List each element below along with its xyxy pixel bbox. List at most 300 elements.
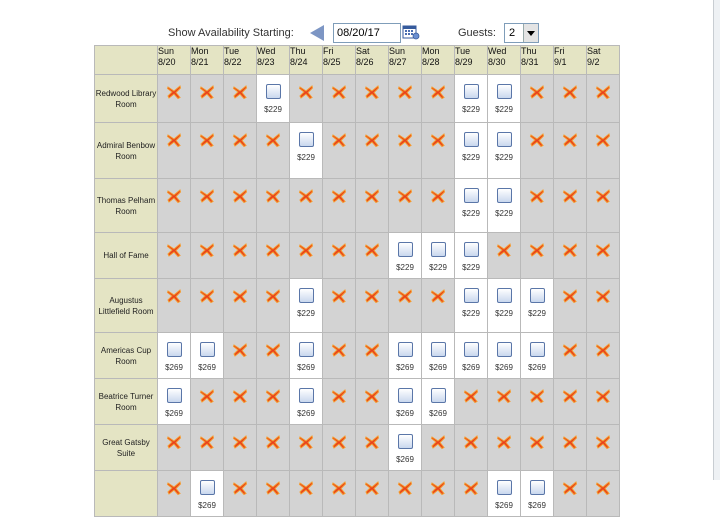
unavailable-cell [290,425,323,471]
calendar-icon[interactable] [402,24,420,40]
room-row [95,279,620,333]
unavailable-cell [587,379,620,425]
unavailable-cell [356,123,389,179]
unavailable-cell [224,233,257,279]
room-price: $269 [528,363,546,372]
x-icon [561,341,579,359]
room-name: Hall of Fame [95,233,158,279]
day-date: 8/20 [158,57,176,67]
unavailable-cell [224,75,257,123]
unavailable-cell [323,279,356,333]
day-of-week: Tue [224,46,240,56]
x-icon [165,187,183,205]
room-price: $269 [165,363,183,372]
checkbox-icon[interactable] [464,188,479,203]
x-icon [198,433,216,451]
day-date: 9/2 [587,57,600,67]
guests-select[interactable] [504,23,539,43]
x-icon [429,287,447,305]
available-cell[interactable] [455,179,488,233]
checkbox-icon[interactable] [464,132,479,147]
available-cell[interactable] [455,333,488,379]
room-name: Thomas Pelham Room [95,179,158,233]
x-icon [231,241,249,259]
date-header [323,46,356,75]
checkbox-icon[interactable] [299,288,314,303]
unavailable-cell [521,123,554,179]
available-cell[interactable] [488,333,521,379]
day-of-week: Thu [290,46,306,56]
checkbox-icon[interactable] [398,342,413,357]
date-header [158,46,191,75]
day-date: 8/24 [290,57,308,67]
unavailable-cell [290,471,323,517]
guests-value: 2 [509,27,516,39]
date-header [422,46,455,75]
x-icon [330,131,348,149]
x-icon [594,387,612,405]
room-name: Americas Cup Room [95,333,158,379]
unavailable-cell [158,471,191,517]
unavailable-cell [587,233,620,279]
x-icon [264,287,282,305]
unavailable-cell [158,75,191,123]
available-cell[interactable] [422,333,455,379]
room-row [95,425,620,471]
checkbox-icon[interactable] [299,388,314,403]
x-icon [495,241,513,259]
x-icon [363,387,381,405]
x-icon [198,83,216,101]
x-icon [330,387,348,405]
x-icon [231,433,249,451]
x-icon [330,187,348,205]
unavailable-cell [389,75,422,123]
unavailable-cell [356,233,389,279]
x-icon [462,387,480,405]
unavailable-cell [323,123,356,179]
unavailable-cell [257,471,290,517]
available-cell[interactable] [290,333,323,379]
x-icon [363,287,381,305]
unavailable-cell [554,333,587,379]
available-cell[interactable] [488,123,521,179]
date-header [257,46,290,75]
available-cell[interactable] [455,75,488,123]
unavailable-cell [224,279,257,333]
available-cell[interactable] [521,471,554,517]
day-of-week: Tue [455,46,471,56]
x-icon [561,287,579,305]
day-of-week: Sat [356,46,370,56]
available-cell[interactable] [488,279,521,333]
checkbox-icon[interactable] [464,84,479,99]
available-cell[interactable] [158,379,191,425]
unavailable-cell [191,179,224,233]
checkbox-icon[interactable] [398,242,413,257]
unavailable-cell [356,279,389,333]
available-cell[interactable] [389,425,422,471]
unavailable-cell [290,179,323,233]
unavailable-cell [521,75,554,123]
room-row [95,379,620,425]
unavailable-cell [554,379,587,425]
x-icon [231,341,249,359]
unavailable-cell [224,471,257,517]
x-icon [264,187,282,205]
x-icon [561,479,579,497]
checkbox-icon[interactable] [497,132,512,147]
x-icon [198,241,216,259]
available-cell[interactable] [191,333,224,379]
room-price: $269 [396,363,414,372]
unavailable-cell [158,233,191,279]
x-icon [594,433,612,451]
checkbox-icon[interactable] [497,480,512,495]
available-cell[interactable] [422,233,455,279]
checkbox-icon[interactable] [497,342,512,357]
unavailable-cell [422,279,455,333]
checkbox-icon[interactable] [299,342,314,357]
previous-dates-arrow-icon[interactable] [310,25,324,41]
unavailable-cell [257,179,290,233]
x-icon [594,241,612,259]
unavailable-cell [422,123,455,179]
room-price: $229 [462,153,480,162]
x-icon [561,433,579,451]
x-icon [198,287,216,305]
available-cell[interactable] [158,333,191,379]
checkbox-icon[interactable] [464,242,479,257]
checkbox-icon[interactable] [398,388,413,403]
room-price: $269 [396,455,414,464]
checkbox-icon[interactable] [431,342,446,357]
checkbox-icon[interactable] [167,388,182,403]
available-cell[interactable] [389,379,422,425]
room-price: $269 [495,363,513,372]
unavailable-cell [224,379,257,425]
x-icon [528,241,546,259]
x-icon [165,433,183,451]
day-date: 8/22 [224,57,242,67]
checkbox-icon[interactable] [200,480,215,495]
unavailable-cell [224,425,257,471]
unavailable-cell [554,75,587,123]
x-icon [198,387,216,405]
room-price: $269 [495,501,513,510]
unavailable-cell [323,333,356,379]
checkbox-icon[interactable] [464,342,479,357]
x-icon [429,131,447,149]
date-header [488,46,521,75]
x-icon [429,479,447,497]
x-icon [396,187,414,205]
room-price: $269 [429,409,447,418]
available-cell[interactable] [191,471,224,517]
unavailable-cell [290,75,323,123]
checkbox-icon[interactable] [497,84,512,99]
unavailable-cell [158,123,191,179]
available-cell[interactable] [488,179,521,233]
date-header [224,46,257,75]
room-price: $229 [495,105,513,114]
checkbox-icon[interactable] [530,480,545,495]
room-price: $229 [297,309,315,318]
x-icon [165,479,183,497]
unavailable-cell [488,233,521,279]
unavailable-cell [521,379,554,425]
x-icon [165,241,183,259]
room-price: $229 [495,153,513,162]
x-icon [264,341,282,359]
x-icon [594,187,612,205]
day-date: 8/21 [191,57,209,67]
day-of-week: Wed [257,46,276,56]
checkbox-icon[interactable] [167,342,182,357]
unavailable-cell [224,123,257,179]
unavailable-cell [191,75,224,123]
room-price: $269 [198,501,216,510]
unavailable-cell [158,425,191,471]
x-icon [297,241,315,259]
room-name: Beatrice Turner Room [95,379,158,425]
day-date: 8/26 [356,57,374,67]
checkbox-icon[interactable] [431,242,446,257]
x-icon [528,131,546,149]
available-cell[interactable] [488,471,521,517]
x-icon [165,83,183,101]
room-price: $269 [396,409,414,418]
room-name: Admiral Benbow Room [95,123,158,179]
unavailable-cell [554,233,587,279]
x-icon [363,433,381,451]
day-date: 8/28 [422,57,440,67]
checkbox-icon[interactable] [299,132,314,147]
x-icon [330,433,348,451]
available-cell[interactable] [290,379,323,425]
availability-grid [94,45,620,517]
room-price: $229 [495,309,513,318]
unavailable-cell [587,75,620,123]
x-icon [528,83,546,101]
x-icon [561,187,579,205]
x-icon [264,479,282,497]
unavailable-cell [521,233,554,279]
unavailable-cell [257,233,290,279]
unavailable-cell [488,379,521,425]
date-header [455,46,488,75]
available-cell[interactable] [290,123,323,179]
x-icon [297,479,315,497]
x-icon [495,433,513,451]
show-availability-label: Show Availability Starting: [168,27,294,39]
x-icon [429,433,447,451]
x-icon [363,479,381,497]
day-of-week: Wed [488,46,507,56]
room-price: $229 [462,309,480,318]
room-price: $229 [396,263,414,272]
unavailable-cell [257,279,290,333]
date-header [356,46,389,75]
unavailable-cell [191,123,224,179]
x-icon [594,131,612,149]
unavailable-cell [554,425,587,471]
unavailable-cell [455,425,488,471]
x-icon [231,287,249,305]
window-frame-edge [713,0,720,480]
available-cell[interactable] [521,333,554,379]
room-row [95,233,620,279]
day-of-week: Fri [323,46,334,56]
x-icon [429,83,447,101]
x-icon [264,131,282,149]
x-icon [495,387,513,405]
x-icon [561,131,579,149]
room-row [95,123,620,179]
unavailable-cell [587,123,620,179]
availability-controls [0,22,720,44]
day-of-week: Thu [521,46,537,56]
x-icon [198,187,216,205]
available-cell[interactable] [290,279,323,333]
available-cell[interactable] [389,233,422,279]
room-price: $229 [429,263,447,272]
guests-label: Guests: [458,27,496,39]
available-cell[interactable] [257,75,290,123]
unavailable-cell [389,471,422,517]
x-icon [594,341,612,359]
chevron-down-icon[interactable] [523,24,538,42]
x-icon [528,387,546,405]
unavailable-cell [422,471,455,517]
x-icon [396,131,414,149]
unavailable-cell [554,279,587,333]
unavailable-cell [422,179,455,233]
x-icon [396,83,414,101]
unavailable-cell [455,471,488,517]
checkbox-icon[interactable] [497,288,512,303]
unavailable-cell [257,425,290,471]
unavailable-cell [158,279,191,333]
day-of-week: Mon [191,46,209,56]
day-date: 8/27 [389,57,407,67]
available-cell[interactable] [455,233,488,279]
x-icon [363,241,381,259]
room-name: Augustus Littlefield Room [95,279,158,333]
unavailable-cell [290,233,323,279]
day-date: 9/1 [554,57,567,67]
unavailable-cell [191,379,224,425]
unavailable-cell [587,425,620,471]
x-icon [231,387,249,405]
available-cell[interactable] [521,279,554,333]
unavailable-cell [554,123,587,179]
x-icon [528,187,546,205]
unavailable-cell [521,179,554,233]
x-icon [264,433,282,451]
checkbox-icon[interactable] [266,84,281,99]
available-cell[interactable] [488,75,521,123]
checkbox-icon[interactable] [530,288,545,303]
room-price: $229 [495,209,513,218]
available-cell[interactable] [455,123,488,179]
day-of-week: Mon [422,46,440,56]
room-row [95,75,620,123]
x-icon [264,387,282,405]
unavailable-cell [191,279,224,333]
room-name: Redwood Library Room [95,75,158,123]
x-icon [297,187,315,205]
x-icon [429,187,447,205]
checkbox-icon[interactable] [464,288,479,303]
unavailable-cell [323,425,356,471]
checkbox-icon[interactable] [497,188,512,203]
day-date: 8/29 [455,57,473,67]
x-icon [165,131,183,149]
unavailable-cell [356,425,389,471]
unavailable-cell [191,425,224,471]
checkbox-icon[interactable] [200,342,215,357]
x-icon [330,83,348,101]
day-date: 8/30 [488,57,506,67]
date-header [554,46,587,75]
x-icon [231,131,249,149]
x-icon [330,241,348,259]
x-icon [297,433,315,451]
available-cell[interactable] [422,379,455,425]
unavailable-cell [356,333,389,379]
unavailable-cell [323,379,356,425]
unavailable-cell [191,233,224,279]
room-price: $269 [297,409,315,418]
date-header [290,46,323,75]
unavailable-cell [356,179,389,233]
unavailable-cell [422,425,455,471]
day-of-week: Sun [389,46,406,56]
checkbox-icon[interactable] [431,388,446,403]
checkbox-icon[interactable] [530,342,545,357]
unavailable-cell [224,333,257,379]
unavailable-cell [554,179,587,233]
room-name: Great Gatsby Suite [95,425,158,471]
date-header [587,46,620,75]
x-icon [264,241,282,259]
room-price: $269 [429,363,447,372]
x-icon [561,387,579,405]
unavailable-cell [224,179,257,233]
x-icon [165,287,183,305]
room-price: $229 [264,105,282,114]
unavailable-cell [356,75,389,123]
available-cell[interactable] [455,279,488,333]
unavailable-cell [488,425,521,471]
room-row [95,471,620,517]
day-of-week: Sat [587,46,601,56]
available-cell[interactable] [389,333,422,379]
date-header [521,46,554,75]
checkbox-icon[interactable] [398,434,413,449]
x-icon [198,131,216,149]
room-price: $269 [297,363,315,372]
unavailable-cell [356,379,389,425]
x-icon [561,83,579,101]
start-date-input[interactable] [333,23,401,43]
unavailable-cell [323,233,356,279]
x-icon [231,479,249,497]
date-header [191,46,224,75]
x-icon [462,479,480,497]
room-price: $269 [462,363,480,372]
